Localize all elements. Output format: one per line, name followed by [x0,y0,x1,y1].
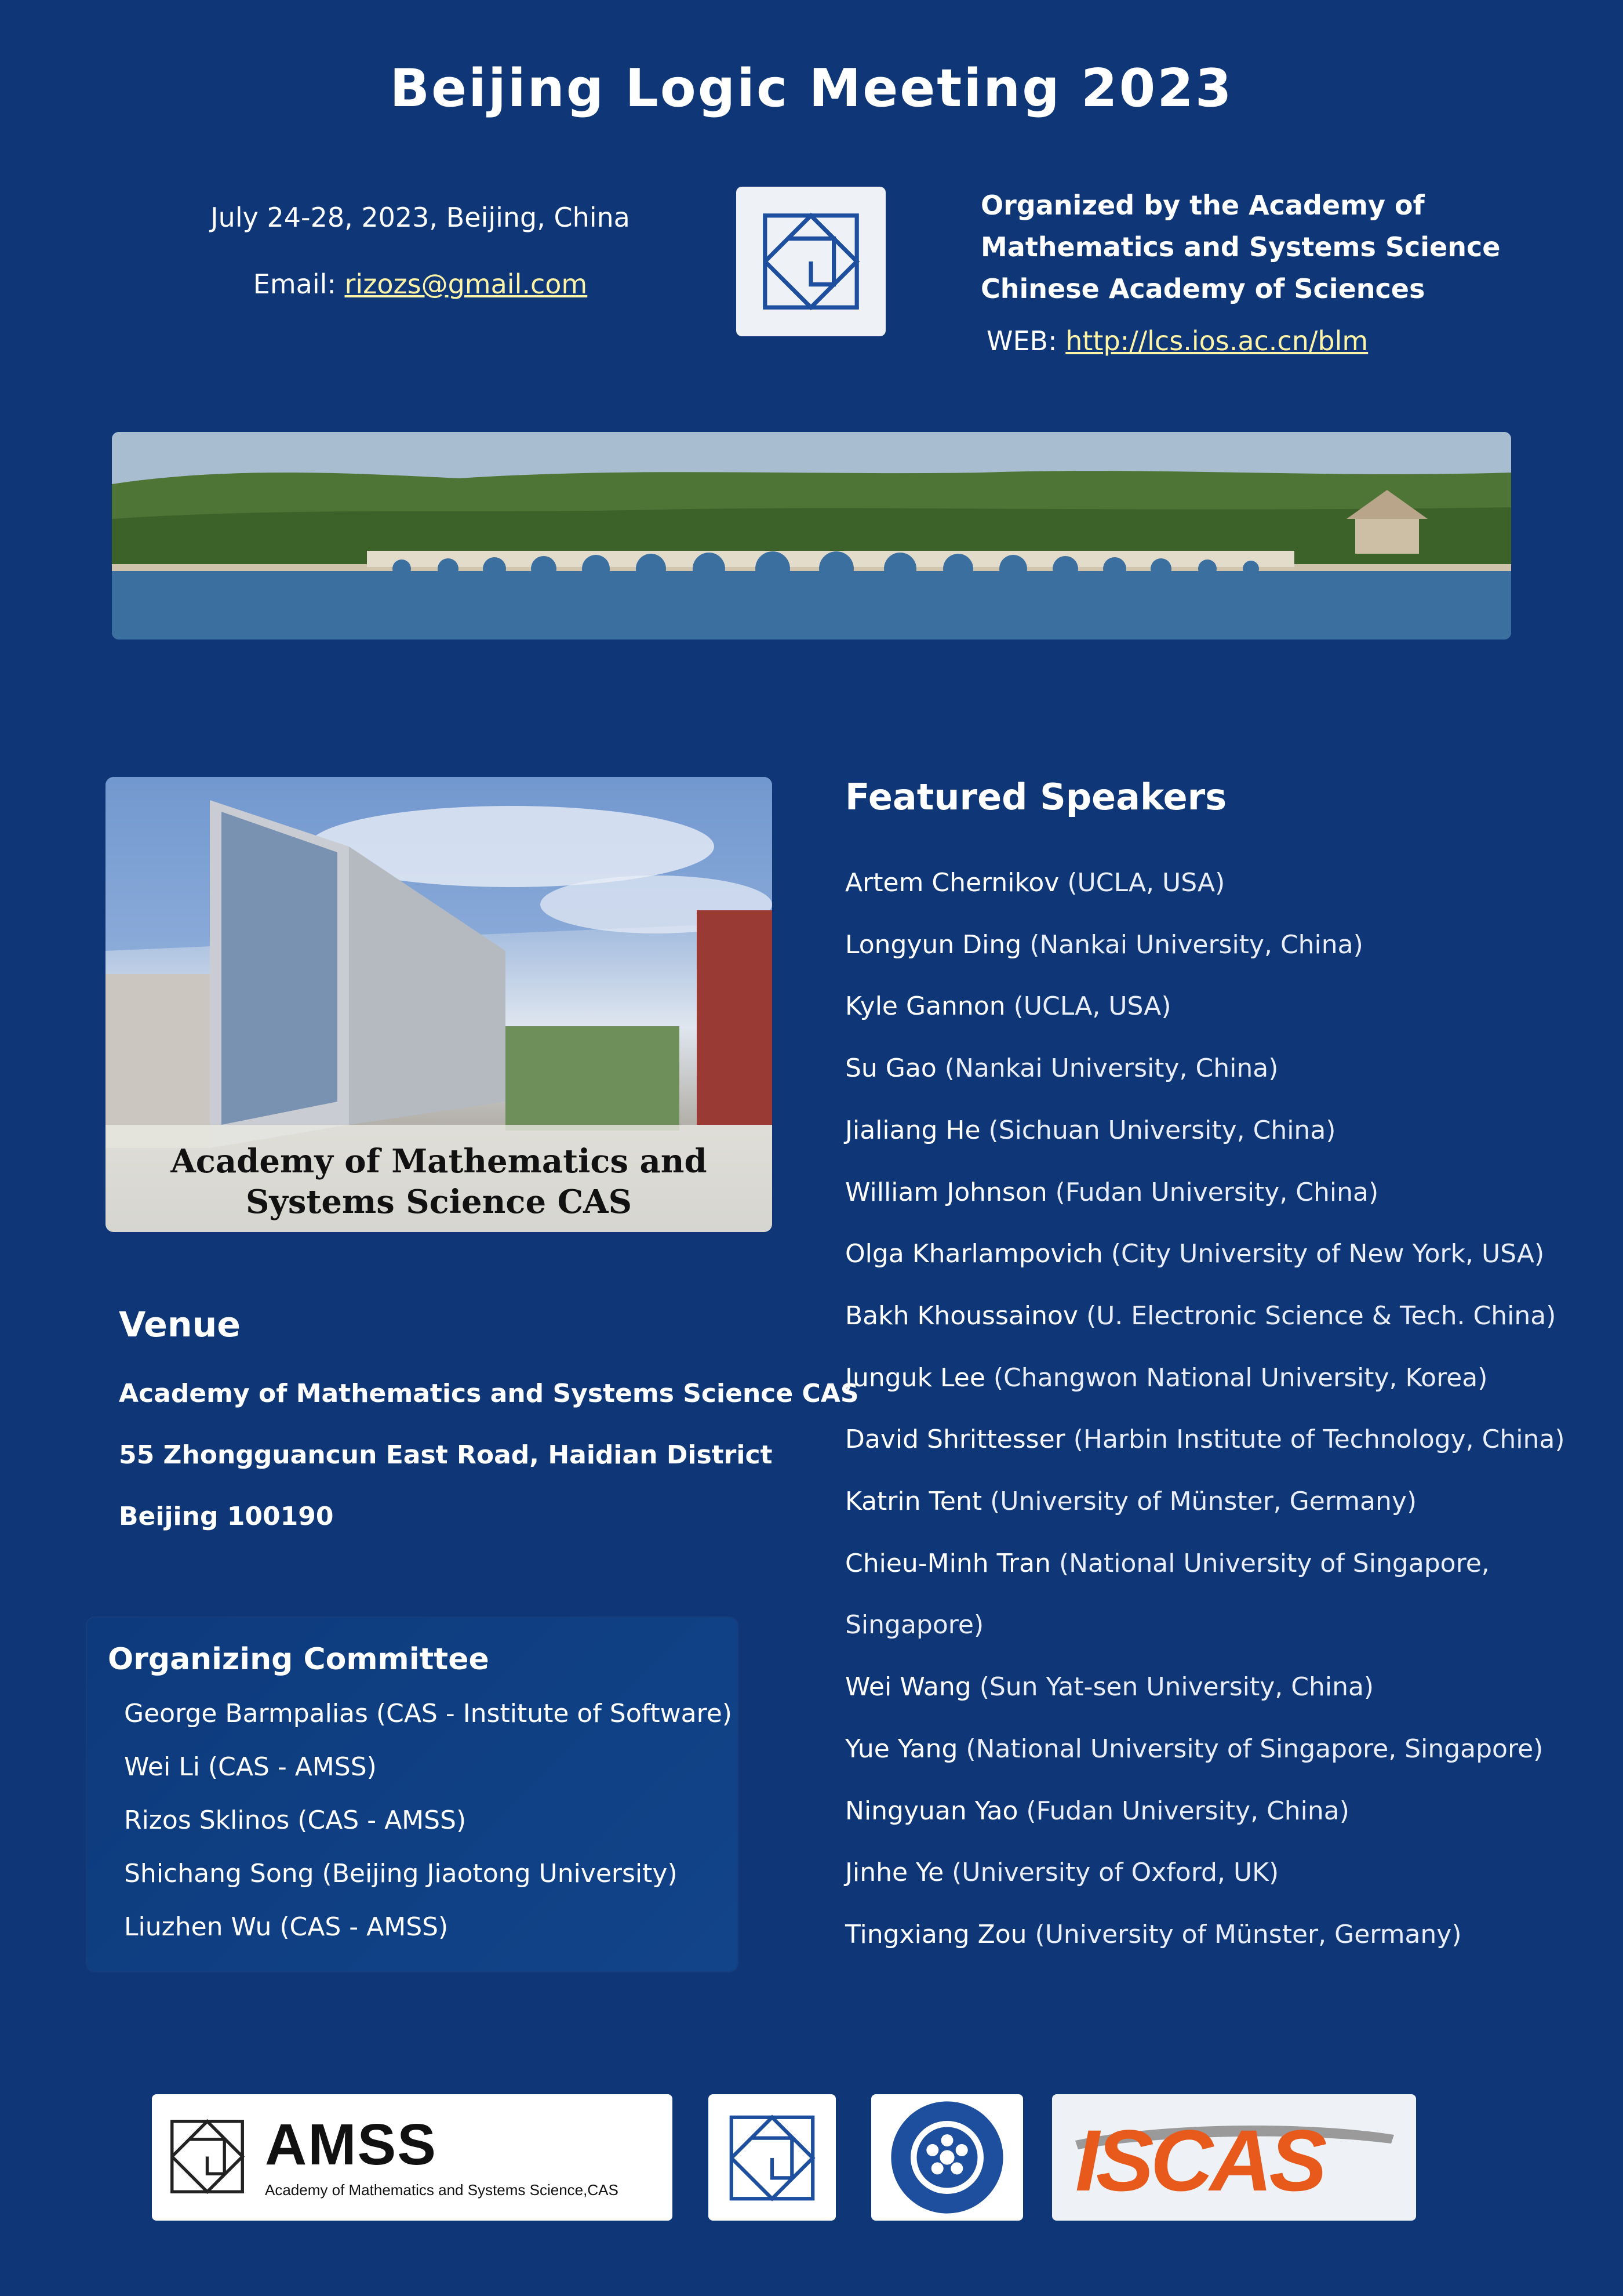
speaker-item [845,1533,1575,1656]
speaker-name: Olga Kharlampovich [845,1239,1103,1269]
caption-line-2: Systems Science CAS [245,1183,632,1221]
logic-small-logo [708,2094,836,2221]
speaker-item [845,1285,1575,1347]
speaker-affiliation: (City University of New York, USA) [1111,1239,1545,1269]
speaker-name: David Shrittesser [845,1425,1065,1455]
speaker-item [845,852,1575,914]
speaker-item [845,976,1575,1038]
event-info [116,200,725,301]
amss-logo [152,2094,672,2221]
iscas-name: ISCAS [1075,2112,1324,2209]
cas-seal-icon [886,2097,1008,2218]
speaker-name: Chieu-Minh Tran [845,1548,1051,1578]
email-label: Email: [253,268,336,300]
speaker-name: Su Gao [845,1053,937,1084]
speaker-name: Tingxiang Zou [845,1919,1027,1949]
speaker-affiliation: (University of Oxford, UK) [952,1858,1279,1888]
committee-member: Shichang Song (Beijing Jiaotong University) [124,1859,678,1888]
web-line [981,320,1502,362]
speaker-name: Artem Chernikov [845,868,1060,898]
committee-list [124,1699,732,1966]
speaker-name: Junguk Lee [845,1363,985,1393]
iscas-logo [1052,2094,1416,2221]
speaker-affiliation: (University of Münster, Germany) [1035,1919,1462,1949]
speaker-affiliation: (National University of Singapore, Singapore) [845,1548,1490,1640]
speaker-item [845,1038,1575,1100]
committee-member: Wei Li (CAS - AMSS) [124,1752,377,1782]
speaker-name: Wei Wang [845,1672,971,1702]
speaker-affiliation: (Changwon National University, Korea) [993,1363,1488,1393]
speaker-name: Longyun Ding [845,929,1022,960]
logic-logo [736,187,886,336]
venue-heading: Venue [119,1305,241,1345]
speaker-item [845,1842,1575,1904]
email-link[interactable]: rizozs@gmail.com [344,268,588,300]
speaker-affiliation: (Harbin Institute of Technology, China) [1073,1425,1565,1455]
speaker-item [845,1223,1575,1285]
page-title: Beijing Logic Meeting 2023 [390,58,1233,119]
speaker-name: William Johnson [845,1177,1047,1207]
organizer-line-1: Organized by the Academy of [981,190,1425,221]
caption-line-1: Academy of Mathematics and [170,1142,707,1180]
web-link[interactable]: http://lcs.ios.ac.cn/blm [1065,325,1369,357]
venue-line: Academy of Mathematics and Systems Science CAS [119,1379,859,1408]
speaker-item [845,1719,1575,1781]
panorama-photo [112,432,1511,640]
speaker-item [845,1656,1575,1719]
speaker-affiliation: (Sun Yat-sen University, China) [979,1672,1374,1702]
speaker-name: Yue Yang [845,1734,958,1764]
cas-logo [871,2094,1023,2221]
speaker-name: Ningyuan Yao [845,1796,1018,1826]
speaker-item [845,1471,1575,1533]
speakers-heading: Featured Speakers [845,776,1227,818]
email-line [116,267,725,301]
speaker-item [845,1100,1575,1162]
speaker-item [845,1781,1575,1843]
speaker-affiliation: (Nankai University, China) [944,1053,1279,1084]
speaker-affiliation: (Sichuan University, China) [988,1115,1336,1145]
speakers-list [845,852,1575,1966]
speaker-item [845,1347,1575,1409]
committee-heading: Organizing Committee [108,1642,489,1677]
committee-member: Rizos Sklinos (CAS - AMSS) [124,1805,467,1835]
speaker-affiliation: (UCLA, USA) [1067,868,1225,898]
speaker-affiliation: (Nankai University, China) [1029,929,1363,960]
building-caption [105,1125,772,1232]
organizer-info [981,184,1502,362]
web-label: WEB: [987,325,1057,357]
speaker-name: Jinhe Ye [845,1858,944,1888]
speaker-affiliation: (Fudan University, China) [1026,1796,1349,1826]
venue-line: Beijing 100190 [119,1502,334,1531]
organizer-line-3: Chinese Academy of Sciences [981,273,1425,304]
speaker-name: Katrin Tent [845,1487,982,1517]
committee-member: Liuzhen Wu (CAS - AMSS) [124,1912,449,1942]
event-dates: July 24-28, 2023, Beijing, China [210,202,630,233]
bridge-panorama-image [112,432,1511,640]
amss-emblem-icon [168,2117,246,2196]
venue-line: 55 Zhongguancun East Road, Haidian District [119,1440,773,1470]
speaker-name: Kyle Gannon [845,991,1006,1022]
amss-subtitle: Academy of Mathematics and Systems Science,CAS [265,2181,618,2199]
speaker-name: Jialiang He [845,1115,981,1145]
speaker-affiliation: (UCLA, USA) [1013,991,1171,1022]
speaker-affiliation: (Fudan University, China) [1055,1177,1379,1207]
speaker-item [845,1162,1575,1224]
speaker-affiliation: (National University of Singapore, Singapore) [966,1734,1544,1764]
speaker-affiliation: (University of Münster, Germany) [990,1487,1417,1517]
square-spiral-small-icon [727,2113,817,2203]
speaker-name: Bakh Khoussainov [845,1300,1078,1331]
committee-member: George Barmpalias (CAS - Institute of Software) [124,1699,732,1728]
amss-name: AMSS [265,2112,437,2177]
venue-address [119,1379,859,1563]
organizer-line-2: Mathematics and Systems Science [981,231,1501,263]
speaker-item [845,1409,1575,1471]
square-spiral-logo-icon [759,209,863,314]
speaker-item [845,1904,1575,1966]
speaker-affiliation: (U. Electronic Science & Tech. China) [1086,1300,1556,1331]
speaker-item [845,914,1575,976]
